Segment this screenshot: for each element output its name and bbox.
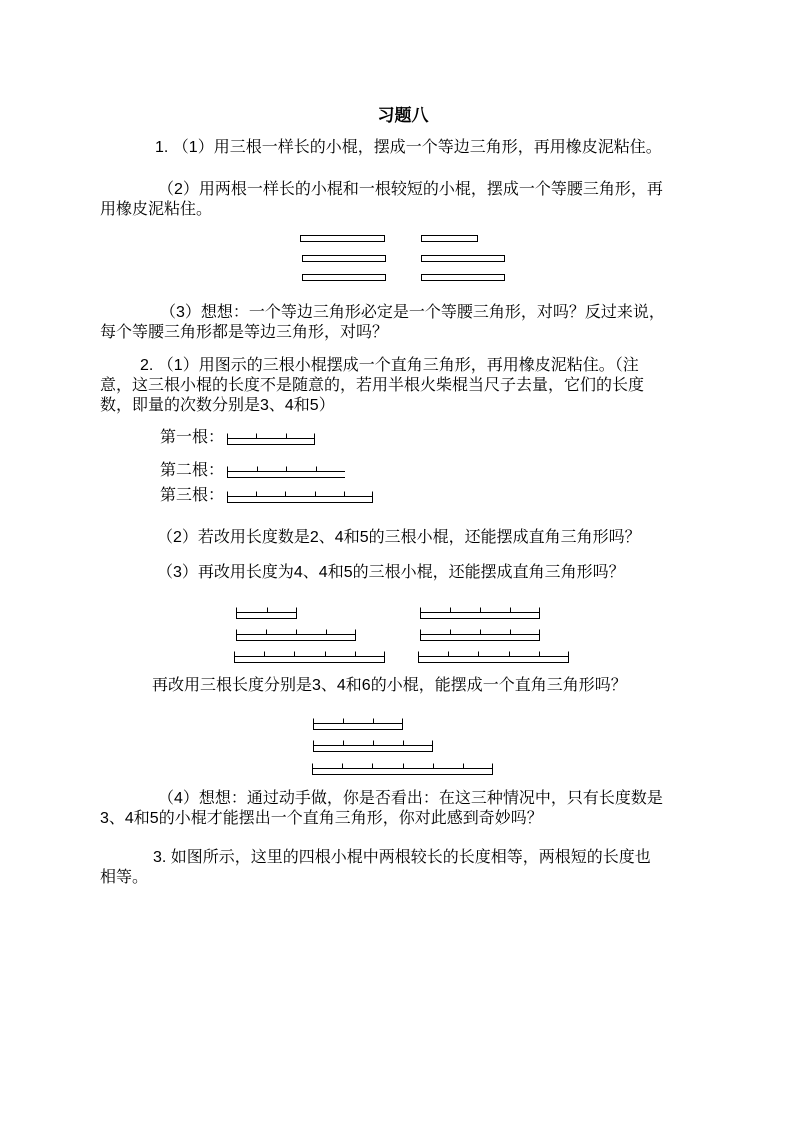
stick-row-1 [100, 428, 694, 448]
equilateral-isosceles-sticks-diagram [100, 235, 694, 281]
text-line: 用橡皮泥粘住。 [100, 201, 213, 218]
plain-stick [302, 274, 387, 281]
text-line: （2）用两根一样长的小棍和一根较短的小棍，摆成一个等腰三角形，再 [158, 181, 663, 198]
ruler-stick [227, 462, 346, 478]
stick-row-3-label: 第三根： [160, 487, 225, 504]
ruler-stick [236, 625, 357, 641]
text-line: 意，这三根小棍的长度不是随意的，若用半根火柴棍当尺子去量，它们的长度 [100, 377, 645, 394]
page-title: 习题八 [377, 106, 429, 125]
ruler-stick [420, 625, 541, 641]
ruler-stick [418, 647, 570, 663]
plain-stick [302, 255, 387, 262]
stick-row-2-stick [227, 462, 346, 478]
text-line: （4）想想：通过动手做，你是否看出：在这三种情况中，只有长度数是 [158, 790, 663, 807]
text-line: 3、4和5的小棍才能摆出一个直角三角形，你对此感到奇妙吗？ [100, 810, 543, 827]
stick-row-3-stick [227, 487, 374, 503]
problem-2-2 [100, 528, 694, 548]
plain-stick [421, 255, 506, 262]
stick-row-1-label: 第一根： [160, 429, 225, 446]
plain-stick [421, 235, 479, 242]
text-line: （2）若改用长度数是2、4和5的三根小棍，还能摆成直角三角形吗？ [157, 529, 641, 546]
problem-3 [100, 848, 694, 888]
text-line: 数，即量的次数分别是3、4和5） [100, 397, 335, 414]
problem-2-3b [100, 676, 694, 696]
worksheet-content [100, 106, 694, 888]
problem-2-4 [100, 789, 694, 829]
text-line: 1. （1）用三根一样长的小棍，摆成一个等边三角形，再用橡皮泥粘住。 [155, 139, 662, 156]
ruler-stick [312, 759, 494, 775]
sticks-3-4-6-diagram [100, 714, 694, 775]
text-line: 再改用三根长度分别是3、4和6的小棍，能摆成一个直角三角形吗？ [152, 677, 627, 694]
ruler-stick [236, 603, 298, 619]
problem-2-3 [100, 563, 694, 583]
plain-stick [421, 274, 506, 281]
text-line: 每个等腰三角形都是等边三角形，对吗？ [100, 324, 389, 341]
ruler-stick [227, 429, 316, 445]
problem-2-1 [100, 356, 694, 416]
stick-row-3 [100, 486, 694, 506]
text-line: 相等。 [100, 869, 149, 886]
text-line: 2. （1）用图示的三根小棍摆成一个直角三角形，再用橡皮泥粘住。（注 [140, 357, 639, 374]
stick-row-2 [100, 461, 694, 481]
stick-row-1-stick [227, 429, 316, 445]
text-line: （3）再改用长度为4、4和5的三根小棍，还能摆成直角三角形吗？ [157, 564, 625, 581]
ruler-stick [313, 714, 404, 730]
text-line: （3）想想：一个等边三角形必定是一个等腰三角形，对吗？反过来说， [160, 304, 665, 321]
text-line: 3. 如图所示，这里的四根小棍中两根较长的长度相等，两根短的长度也 [153, 849, 651, 866]
stick-row-2-label: 第二根： [160, 462, 225, 479]
ruler-stick [234, 647, 386, 663]
sticks-2-4-5-and-4-4-5-diagram [100, 603, 694, 663]
problem-1-1 [100, 138, 694, 158]
ruler-stick [313, 736, 434, 752]
ruler-stick [227, 487, 374, 503]
plain-stick [300, 235, 386, 242]
problem-1-2 [100, 180, 694, 220]
ruler-stick [420, 603, 541, 619]
problem-1-3 [100, 303, 694, 343]
